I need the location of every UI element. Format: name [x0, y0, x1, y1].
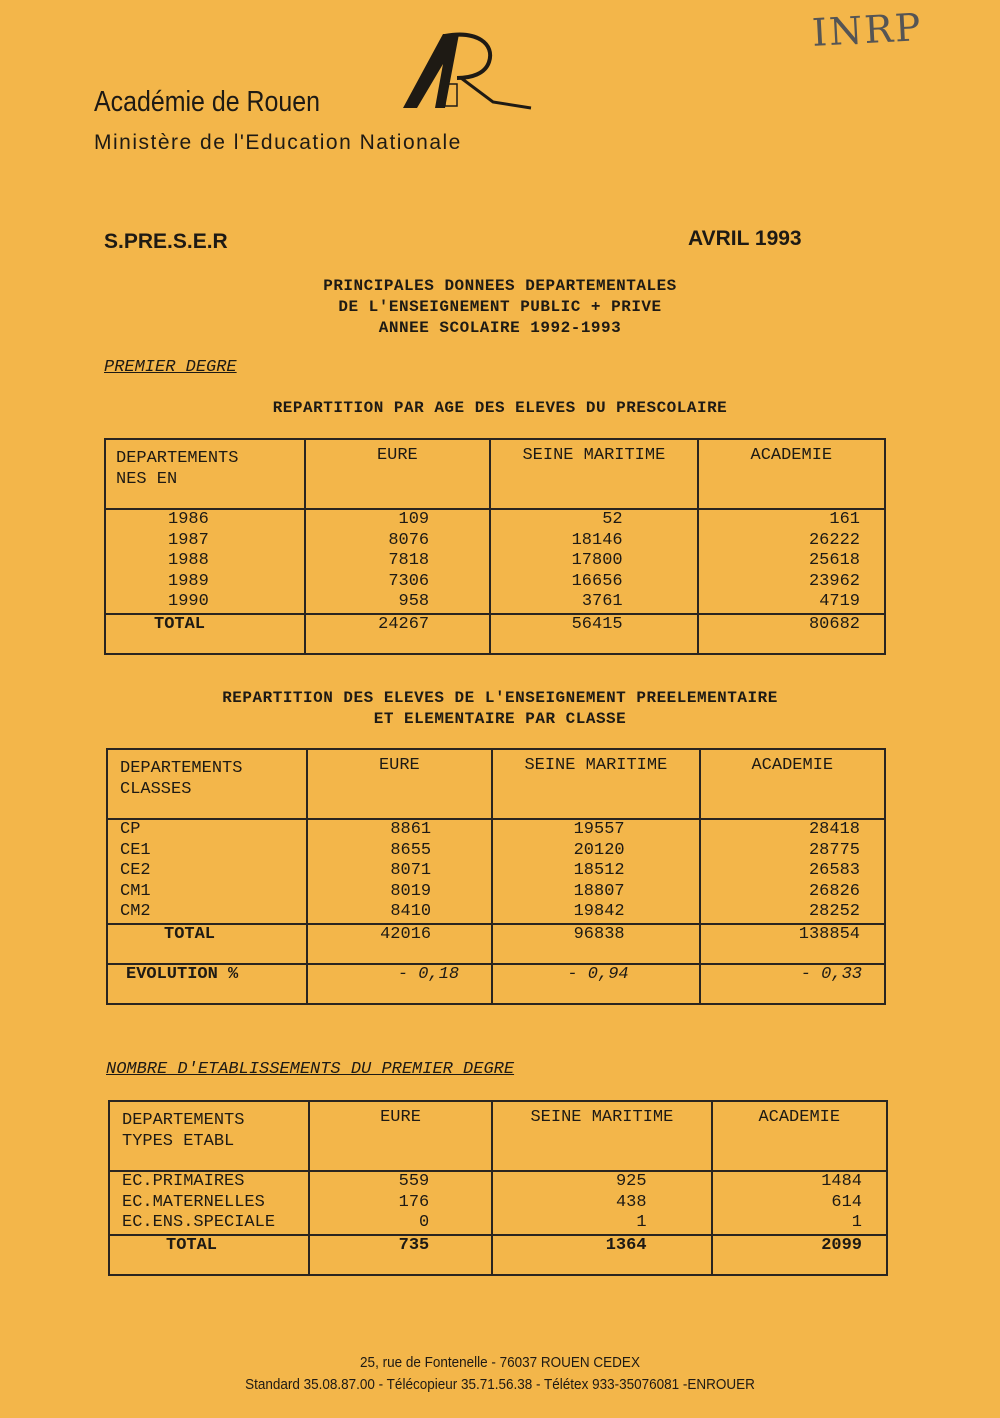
row-labels: EC.PRIMAIRES EC.MATERNELLES EC.ENS.SPECIALE	[109, 1171, 309, 1235]
evolution-row	[107, 964, 885, 1004]
col-eure-values: 109 8076 7818 7306 958	[305, 509, 491, 614]
total-label: TOTAL	[109, 1235, 309, 1275]
total-seine: 96838	[492, 924, 699, 964]
header-seine-maritime: SEINE MARITIME	[492, 749, 699, 819]
col-seine-values: 925 438 1	[492, 1171, 711, 1235]
total-eure: 42016	[307, 924, 493, 964]
col-academie-values: 28418 28775 26583 26826 28252	[700, 819, 885, 924]
total-seine: 1364	[492, 1235, 711, 1275]
table-header-row	[109, 1101, 887, 1171]
header-academie: ACADEMIE	[700, 749, 885, 819]
table2-title-line-2: ET ELEMENTAIRE PAR CLASSE	[373, 710, 627, 728]
inrp-handwritten-mark: INRP	[810, 5, 924, 55]
table-etablissements	[108, 1100, 888, 1276]
header-departements: DEPARTEMENTS TYPES ETABL	[109, 1101, 309, 1171]
header-academie: ACADEMIE	[698, 439, 885, 509]
table-row	[107, 819, 885, 924]
document-title	[200, 276, 800, 339]
evolution-academie: - 0,33	[700, 964, 885, 1004]
document-date: AVRIL 1993	[688, 227, 802, 250]
row-labels: CP CE1 CE2 CM1 CM2	[107, 819, 307, 924]
total-row	[105, 614, 885, 654]
table2-title-line-1: REPARTITION DES ELEVES DE L'ENSEIGNEMENT PREELEMENTAIRE	[222, 689, 778, 707]
service-code: S.PRE.S.E.R	[104, 230, 228, 253]
total-eure: 735	[309, 1235, 492, 1275]
header-eure: EURE	[309, 1101, 492, 1171]
section-premier-degre: PREMIER DEGRE	[104, 358, 237, 377]
title-line-1: PRINCIPALES DONNEES DEPARTEMENTALES	[323, 277, 677, 295]
header-seine-maritime: SEINE MARITIME	[490, 439, 697, 509]
evolution-seine: - 0,94	[492, 964, 699, 1004]
table-prescolaire-age	[104, 438, 886, 655]
table2-title	[120, 688, 880, 730]
header-departements: DEPARTEMENTS CLASSES	[107, 749, 307, 819]
evolution-label: EVOLUTION %	[107, 964, 307, 1004]
title-line-2: DE L'ENSEIGNEMENT PUBLIC + PRIVE	[338, 298, 662, 316]
total-row	[107, 924, 885, 964]
total-academie: 138854	[700, 924, 885, 964]
col-seine-values: 19557 20120 18512 18807 19842	[492, 819, 699, 924]
footer-contacts: Standard 35.08.87.00 - Télécopieur 35.71.56.38 - Télétex 933-35076081 -ENROUER	[245, 1376, 755, 1393]
evolution-eure: - 0,18	[307, 964, 493, 1004]
table-row	[109, 1171, 887, 1235]
col-academie-values: 1484 614 1	[712, 1171, 887, 1235]
academy-name: Académie de Rouen	[94, 86, 321, 118]
total-eure: 24267	[305, 614, 491, 654]
col-academie-values: 161 26222 25618 23962 4719	[698, 509, 885, 614]
total-label: TOTAL	[107, 924, 307, 964]
total-seine: 56415	[490, 614, 697, 654]
header-eure: EURE	[305, 439, 491, 509]
total-academie: 2099	[712, 1235, 887, 1275]
col-eure-values: 8861 8655 8071 8019 8410	[307, 819, 493, 924]
table1-title: REPARTITION PAR AGE DES ELEVES DU PRESCOLAIRE	[272, 399, 728, 417]
total-row	[109, 1235, 887, 1275]
header-seine-maritime: SEINE MARITIME	[492, 1101, 711, 1171]
table-eleves-par-classe	[106, 748, 886, 1005]
footer-address: 25, rue de Fontenelle - 76037 ROUEN CEDEX	[360, 1354, 640, 1371]
col-eure-values: 559 176 0	[309, 1171, 492, 1235]
col-seine-values: 52 18146 17800 16656 3761	[490, 509, 697, 614]
header-eure: EURE	[307, 749, 493, 819]
total-academie: 80682	[698, 614, 885, 654]
table-header-row	[105, 439, 885, 509]
header-departements: DEPARTEMENTS NES EN	[105, 439, 305, 509]
header-academie: ACADEMIE	[712, 1101, 887, 1171]
table-header-row	[107, 749, 885, 819]
ministry-name: Ministère de l'Education Nationale	[94, 131, 462, 154]
table-row	[105, 509, 885, 614]
section-etablissements: NOMBRE D'ETABLISSEMENTS DU PREMIER DEGRE	[106, 1060, 515, 1079]
total-label: TOTAL	[105, 614, 305, 654]
title-line-3: ANNEE SCOLAIRE 1992-1993	[378, 319, 622, 337]
row-labels: 1986 1987 1988 1989 1990	[105, 509, 305, 614]
academy-logo-icon	[395, 28, 535, 118]
